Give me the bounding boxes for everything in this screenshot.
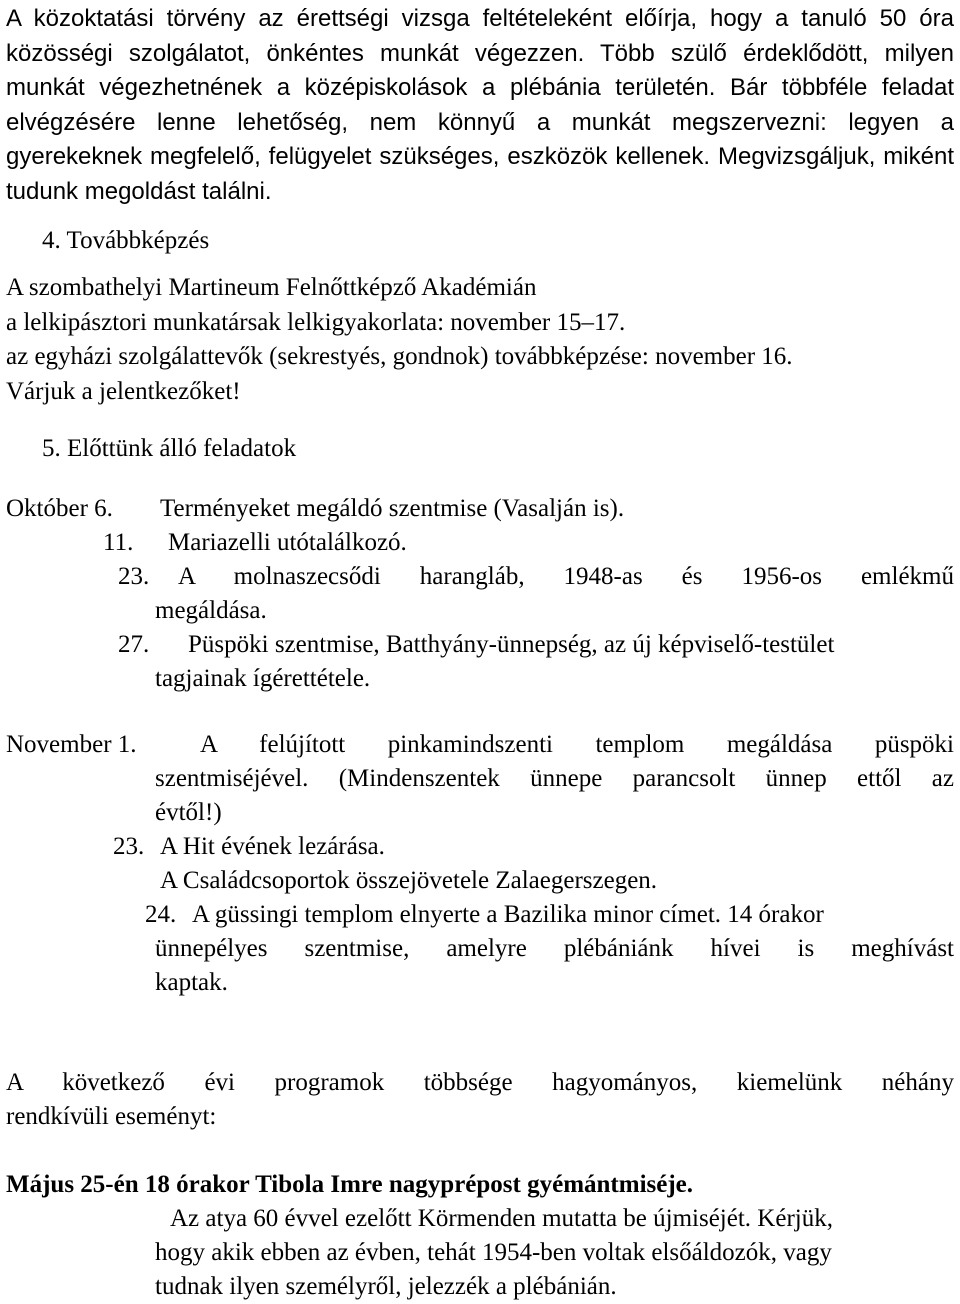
october-item-27-cont: tagjainak ígérettétele. xyxy=(155,665,371,692)
november-item-1-line: A felújított pinkamindszenti templom megáldása püspöki xyxy=(200,731,954,758)
section-4-line: A szombathelyi Martineum Felnőttképző Akadémián xyxy=(6,274,537,301)
section-4-line: a lelkipásztori munkatársak lelkigyakorlata: november 15–17. xyxy=(6,308,626,336)
programs-intro-cont: rendkívüli eseményt: xyxy=(6,1103,217,1130)
november-item-23-cont: A Családcsoportok összejövetele Zalaegerszegen. xyxy=(160,867,658,894)
event-text-end: tudnak ilyen személyről, jelezzék a plébánián. xyxy=(155,1273,617,1300)
section-4-line: az egyházi szolgálattevők (sekrestyés, gondnok) továbbképzése: november 16. xyxy=(6,343,793,370)
october-day-23: 23. xyxy=(118,563,150,590)
section-4-line: Várjuk a jelentkezőket! xyxy=(6,377,241,405)
october-item-27: Püspöki szentmise, Batthyány-ünnepség, az új képviselő-testület xyxy=(188,631,835,658)
programs-intro xyxy=(6,1066,954,1100)
november-item-1-end: évtől!) xyxy=(155,799,222,826)
october-item-23 xyxy=(178,560,954,594)
section-4-body xyxy=(6,271,954,409)
event-text-cont: hogy akik ebben az évben, tehát 1954-ben voltak elsőáldozók, vagy xyxy=(155,1239,832,1266)
event-title: Május 25-én 18 órakor Tibola Imre nagyprépost gyémántmiséje. xyxy=(6,1171,694,1198)
section-4-heading: 4. Továbbképzés xyxy=(42,227,210,254)
november-item-1-cont xyxy=(155,762,954,796)
section-5-heading: 5. Előttünk álló feladatok xyxy=(42,435,297,462)
november-day-23: 23. xyxy=(113,833,145,860)
event-text: Az atya 60 évvel ezelőtt Körmenden mutatta be újmiséjét. Kérjük, xyxy=(170,1205,833,1232)
october-item-23-cont: megáldása. xyxy=(155,597,267,624)
intro-paragraph xyxy=(6,2,954,209)
november-item-24-cont xyxy=(155,932,954,966)
november-item-1 xyxy=(200,728,954,762)
october-label: Október 6. xyxy=(6,495,113,522)
october-item-23-line: A molnaszecsődi harangláb, 1948-as és 1956-os emlékmű xyxy=(178,563,954,590)
october-day-27: 27. xyxy=(118,631,150,658)
intro-text: A közoktatási törvény az érettségi vizsga feltételeként előírja, hogy a tanuló 50 óra közösségi szolgálatot, önkéntes munkát végezzen. Több szülő érdeklődött, milyen munkát végezhetnének a középiskolások a plébánia területén. Bár többféle feladat elvégzésére lenne lehetőség, nem könnyű a munkát megszervezni: legyen a gyerekeknek megfelelő, felügyelet szükséges, eszközök kellenek. Megvizsgáljuk, miként tudunk megoldást találni. xyxy=(6,5,954,205)
october-day-11: 11. xyxy=(103,529,134,556)
november-item-1-line: szentmiséjével. (Mindenszentek ünnepe parancsolt ünnep ettől az xyxy=(155,765,954,792)
programs-intro-line: A következő évi programok többsége hagyományos, kiemelünk néhány xyxy=(6,1069,954,1096)
november-item-24: A güssingi templom elnyerte a Bazilika minor címet. 14 órakor xyxy=(192,901,824,928)
november-item-24-end: kaptak. xyxy=(155,969,228,996)
november-item-23: A Hit évének lezárása. xyxy=(160,833,385,860)
november-day-24: 24. xyxy=(145,901,177,928)
october-item-11: Mariazelli utótalálkozó. xyxy=(168,529,407,556)
november-label: November 1. xyxy=(6,731,137,758)
october-item-6: Terményeket megáldó szentmise (Vasalján is). xyxy=(160,495,625,522)
november-item-24-line: ünnepélyes szentmise, amelyre plébániánk hívei is meghívást xyxy=(155,935,954,962)
